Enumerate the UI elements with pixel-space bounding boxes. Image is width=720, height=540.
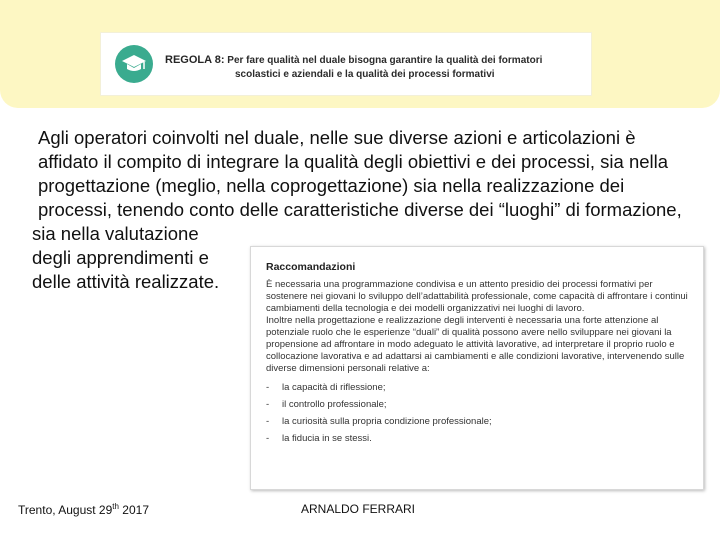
list-item: - la capacità di riflessione;	[266, 382, 386, 393]
rule-banner	[100, 32, 592, 96]
body-line-evaluation: sia nella valutazione	[32, 223, 199, 244]
recommendations-paragraph-1: È necessaria una programmazione condivisa e un attento presidio dei processi formativi per sostenere nei giovani lo sviluppo dell’adattabilità professionale, come capacità di affrontare i continui cambiamenti della tecnologia e dei modelli organizzativi nei luoghi di lavoro.	[266, 279, 688, 314]
body-paragraph: Agli operatori coinvolti nel duale, nelle sue diverse azioni e articolazioni è affidato il compito di integrare la qualità degli obiettivi e dei processi, sia nella progettazione (meglio, nella coprogettazione) sia nella realizzazione dei processi, tenendo conto delle caratteristiche diverse dei “luoghi” di formazione,	[38, 127, 682, 220]
rule-label: REGOLA 8:	[165, 54, 225, 66]
list-item: - il controllo professionale;	[266, 399, 387, 410]
recommendations-list	[266, 379, 693, 447]
recommendations-paragraph-2: Inoltre nella progettazione e realizzazione degli interventi è necessaria una forte attenzione al potenziale ruolo che le esperienze “duali” di qualità possono avere nello sviluppare nei giovani la propensione ad affrontare in modo adeguato le attività lavorative, ad interpretare il proprio ruolo e collocazione lavorativa e ad adattarsi ai cambiamenti e alle condizioni lavorative, intervenendo sulle diverse dimensioni personali relative a:	[266, 315, 685, 374]
body-line-learning: degli apprendimenti e	[32, 247, 209, 268]
body-line-activities: delle attività realizzate.	[32, 271, 220, 292]
rule-line-2: scolastici e aziendali e la qualità dei processi formativi	[235, 69, 495, 80]
footer-author: ARNALDO FERRARI	[301, 502, 416, 516]
rule-text	[165, 53, 585, 82]
list-item: - la curiosità sulla propria condizione professionale;	[266, 416, 492, 427]
graduation-cap-icon	[115, 45, 153, 83]
rule-line-1: Per fare qualità nel duale bisogna garantire la qualità dei formatori	[227, 55, 543, 66]
recommendations-box	[250, 246, 704, 490]
recommendations-title: Raccomandazioni	[266, 261, 356, 273]
footer-place-date: Trento, August 29th 2017	[18, 502, 149, 517]
list-item: - la fiducia in se stessi.	[266, 433, 372, 444]
